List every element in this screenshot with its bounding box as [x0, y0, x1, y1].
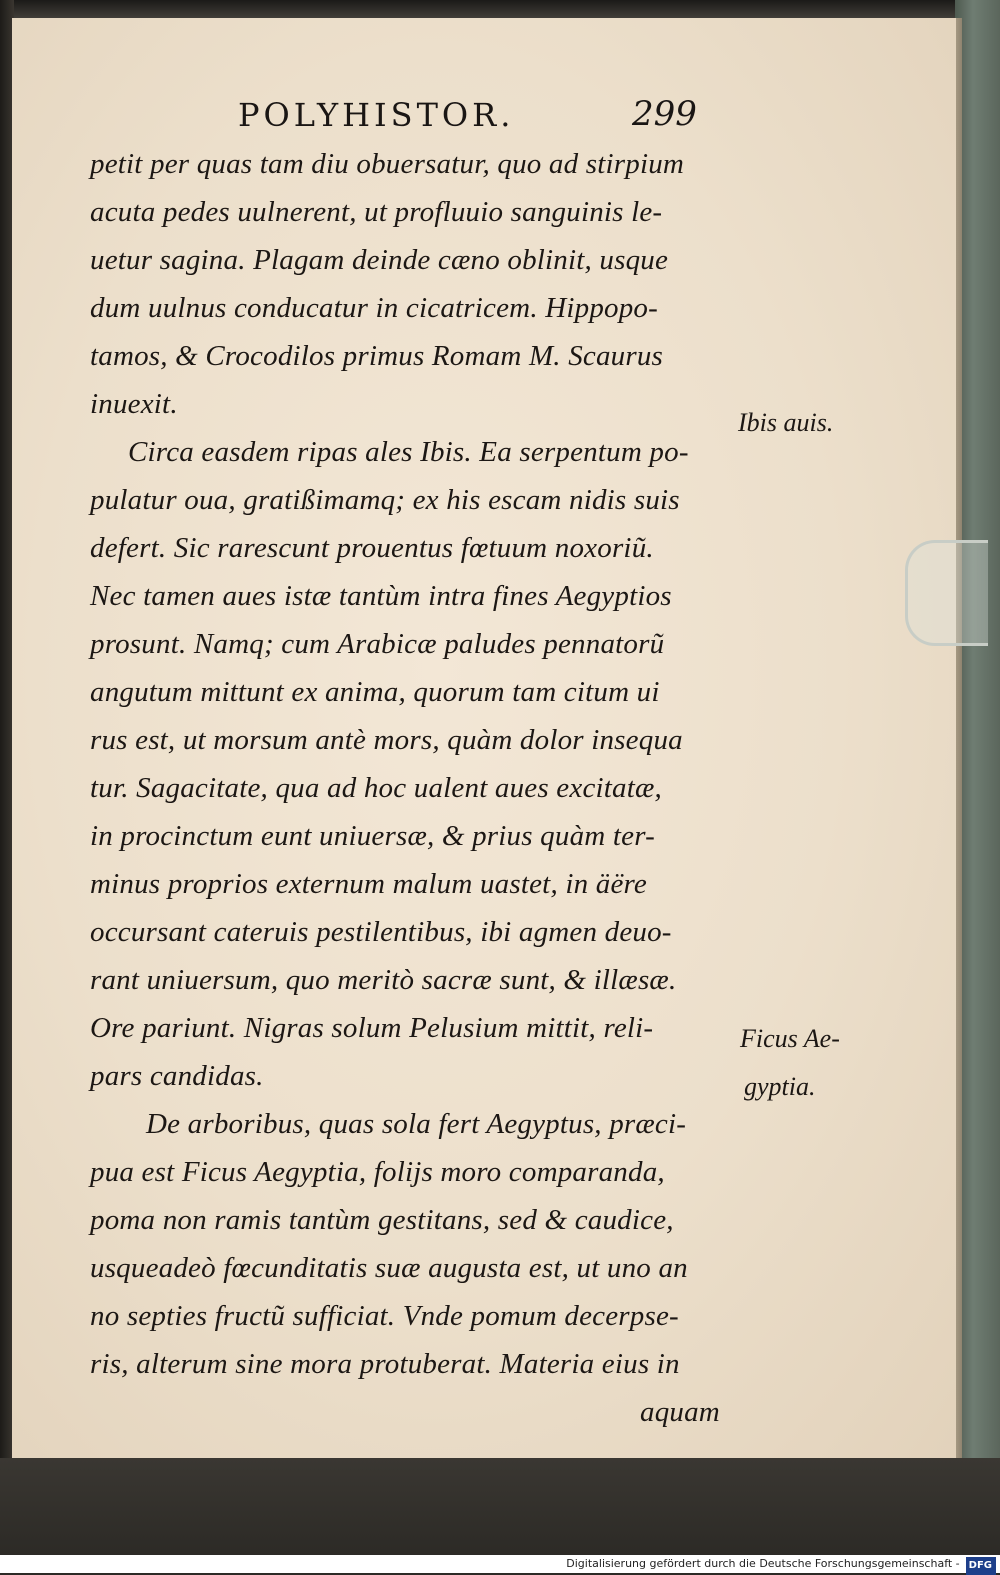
text-line: prosunt. Namq; cum Arabicæ paludes pennatorũ	[90, 628, 665, 660]
text-line: De arboribus, quas sola fert Aegyptus, præci-	[146, 1108, 687, 1140]
margin-note-ficus-1: Ficus Ae-	[740, 1024, 840, 1053]
text-line: usqueadeò fœcunditatis suæ augusta est, ut uno an	[90, 1252, 688, 1284]
text-line: rant uniuersum, quo meritò sacræ sunt, & illæsæ.	[90, 964, 677, 996]
page-number: 299	[632, 94, 697, 134]
text-line: tur. Sagacitate, qua ad hoc ualent aues excitatæ,	[90, 772, 662, 804]
text-line: tamos, & Crocodilos primus Romam M. Scaurus	[90, 340, 664, 372]
text-line: acuta pedes uulnerent, ut profluuio sanguinis le-	[90, 196, 663, 228]
text-line: no septies fructũ sufficiat. Vnde pomum decerpse-	[90, 1300, 679, 1332]
text-line: occursant cateruis pestilentibus, ibi agmen deuo-	[90, 916, 672, 948]
margin-note-ficus-2: gyptia.	[744, 1072, 816, 1101]
catchword: aquam	[640, 1396, 720, 1428]
text-line: dum uulnus conducatur in cicatricem. Hippopo-	[90, 292, 658, 324]
text-line: Ore pariunt. Nigras solum Pelusium mittit, reli-	[90, 1012, 654, 1044]
page-holder-clip	[905, 540, 988, 646]
footer-text: Digitalisierung gefördert durch die Deutsche Forschungsgemeinschaft -	[566, 1557, 960, 1570]
running-head: POLYHISTOR.	[238, 96, 515, 134]
text-line: petit per quas tam diu obuersatur, quo ad stirpium	[90, 148, 685, 180]
text-line: ris, alterum sine mora protuberat. Materia eius in	[90, 1348, 680, 1380]
text-line: in procinctum eunt uniuersæ, & prius quàm ter-	[90, 820, 655, 852]
text-line: rus est, ut morsum antè mors, quàm dolor insequa	[90, 724, 683, 756]
text-line: pua est Ficus Aegyptia, folijs moro comparanda,	[90, 1156, 665, 1188]
text-line: inuexit.	[90, 388, 178, 420]
text-line: Nec tamen aues istæ tantùm intra fines Aegyptios	[90, 580, 672, 612]
digitization-footer	[0, 1555, 1000, 1573]
text-line: pars candidas.	[90, 1060, 264, 1092]
text-line: angutum mittunt ex anima, quorum tam citum ui	[90, 676, 660, 708]
text-line: pulatur oua, gratißimamq; ex his escam nidis suis	[90, 484, 680, 516]
text-line: uetur sagina. Plagam deinde cæno oblinit, usque	[90, 244, 669, 276]
dfg-logo: DFG	[966, 1557, 996, 1575]
margin-note-ibis: Ibis auis.	[738, 408, 834, 437]
text-line: defert. Sic rarescunt prouentus fœtuum noxoriũ.	[90, 532, 654, 564]
text-line: Circa easdem ripas ales Ibis. Ea serpentum po-	[128, 436, 689, 468]
text-line: minus proprios externum malum uastet, in äëre	[90, 868, 647, 900]
text-line: poma non ramis tantùm gestitans, sed & caudice,	[90, 1204, 674, 1236]
